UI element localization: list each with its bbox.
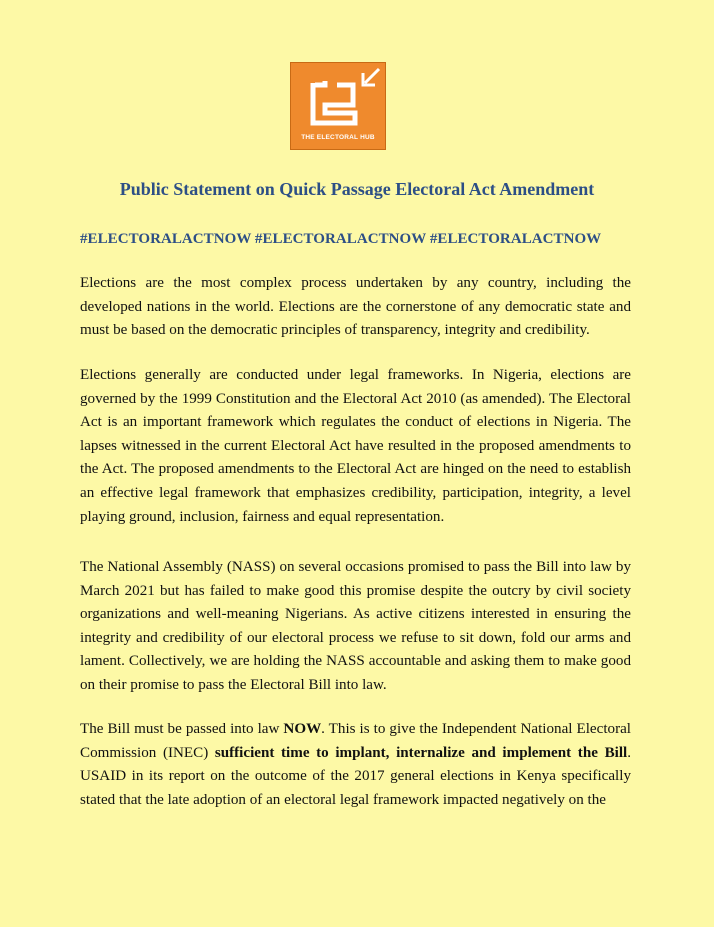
paragraph-4: [80, 718, 631, 812]
paragraph-4-text-b: . This is to give the Independent National Electoral Commission (INEC): [80, 721, 631, 761]
paragraph-2: Elections generally are conducted under legal frameworks. In Nigeria, elections are governed by the 1999 Constitution and the Electoral Act 2010 (as amended). The Electoral Act is an important framework which regulates the conduct of elections in Nigeria. The lapses witnessed in the current Electoral Act have resulted in the proposed amendments to the Act. The proposed amendments to the Electoral Act are hinged on the need to establish an effective legal framework that emphasizes credibility, participation, integrity, a level playing ground, inclusion, fairness and equal representation.: [80, 367, 631, 525]
logo-brand-text: THE ELECTORAL HUB: [301, 134, 375, 141]
hashtag-line: #ELECTORALACTNOW #ELECTORALACTNOW #ELECTORALACTNOW: [80, 231, 602, 247]
electoral-hub-logo: [290, 62, 386, 150]
paragraph-4-text-c: . USAID in its report on the outcome of the 2017 general elections in Kenya specifically stated that the late adoption of an electoral legal framework impacted negatively on the: [80, 744, 631, 808]
statement-title: Public Statement on Quick Passage Electoral Act Amendment: [119, 179, 595, 199]
paragraph-1: Elections are the most complex process undertaken by any country, including the developed nations in the world. Elections are the cornerstone of any democratic state and must be based on the democratic principles of transparency, integrity and credibility.: [80, 275, 631, 339]
paragraph-4-bold-emphasis: sufficient time to implant, internalize and implement the Bill: [214, 744, 628, 761]
paragraph-3: The National Assembly (NASS) on several occasions promised to pass the Bill into law by March 2021 but has failed to make good this promise despite the outcry by civil society organizations and well-meaning Nigerians. As active citizens interested in ensuring the integrity and credibility of our electoral process we refuse to sit down, fold our arms and lament. Collectively, we are holding the NASS accountable and asking them to make good on their promise to pass the Electoral Bill into law.: [80, 559, 631, 693]
paragraph-4-bold-now: NOW: [283, 721, 322, 737]
paragraph-4-text-a: The Bill must be passed into law: [80, 721, 284, 737]
